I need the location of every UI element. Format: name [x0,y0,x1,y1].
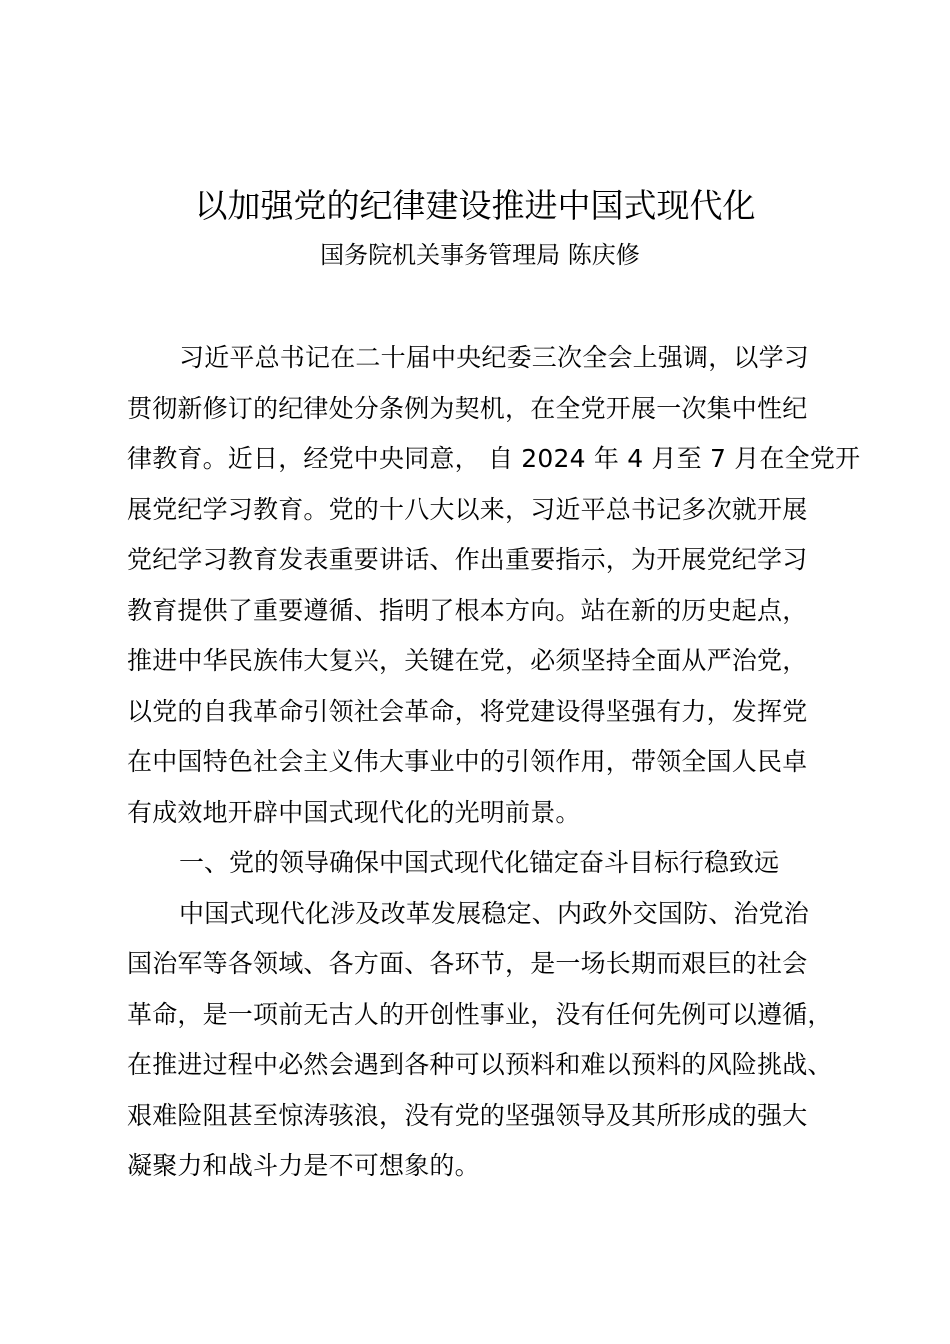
paragraph-line: 律教育。近日，经党中央同意， 自 2024 年 4 月至 7 月在全党开 [127,444,861,473]
paragraph-line: 以党的自我革命引领社会革命，将党建设得坚强有力，发挥党 [127,696,808,726]
paragraph-line: 党纪学习教育发表重要讲话、作出重要指示，为开展党纪学习 [127,545,808,574]
document-body [127,333,861,1192]
section-heading: 一、党的领导确保中国式现代化锚定奋斗目标行稳致远 [179,848,780,877]
document-title: 以加强党的纪律建设推进中国式现代化 [194,186,756,225]
paragraph-line: 凝聚力和战斗力是不可想象的。 [127,1151,480,1180]
paragraph-line: 推进中华民族伟大复兴，关键在党，必须坚持全面从严治党， [127,646,808,675]
paragraph-line: 教育提供了重要遵循、指明了根本方向。站在新的历史起点， [127,595,808,625]
paragraph-line: 贯彻新修订的纪律处分条例为契机，在全党开展一次集中性纪 [127,393,808,423]
paragraph-line: 习近平总书记在二十届中央纪委三次全会上强调，以学习 [179,343,810,372]
paragraph-line: 在推进过程中必然会遇到各种可以预料和难以预料的风险挑战、 [127,1050,833,1079]
paragraph-line: 在中国特色社会主义伟大事业中的引领作用，带领全国人民卓 [127,747,808,776]
author-byline: 国务院机关事务管理局 陈庆修 [320,241,640,269]
paragraph-line: 国治军等各领域、各方面、各环节，是一场长期而艰巨的社会 [127,949,808,978]
paragraph-line: 艰难险阻甚至惊涛骇浪，没有党的坚强领导及其所形成的强大 [127,1100,808,1130]
paragraph-line: 中国式现代化涉及改革发展稳定、内政外交国防、治党治 [179,898,810,928]
paragraph-line: 革命，是一项前无古人的开创性事业，没有任何先例可以遵循， [127,999,833,1029]
paragraph-line: 展党纪学习教育。党的十八大以来，习近平总书记多次就开展 [127,494,808,524]
paragraph-line: 有成效地开辟中国式现代化的光明前景。 [127,797,581,827]
